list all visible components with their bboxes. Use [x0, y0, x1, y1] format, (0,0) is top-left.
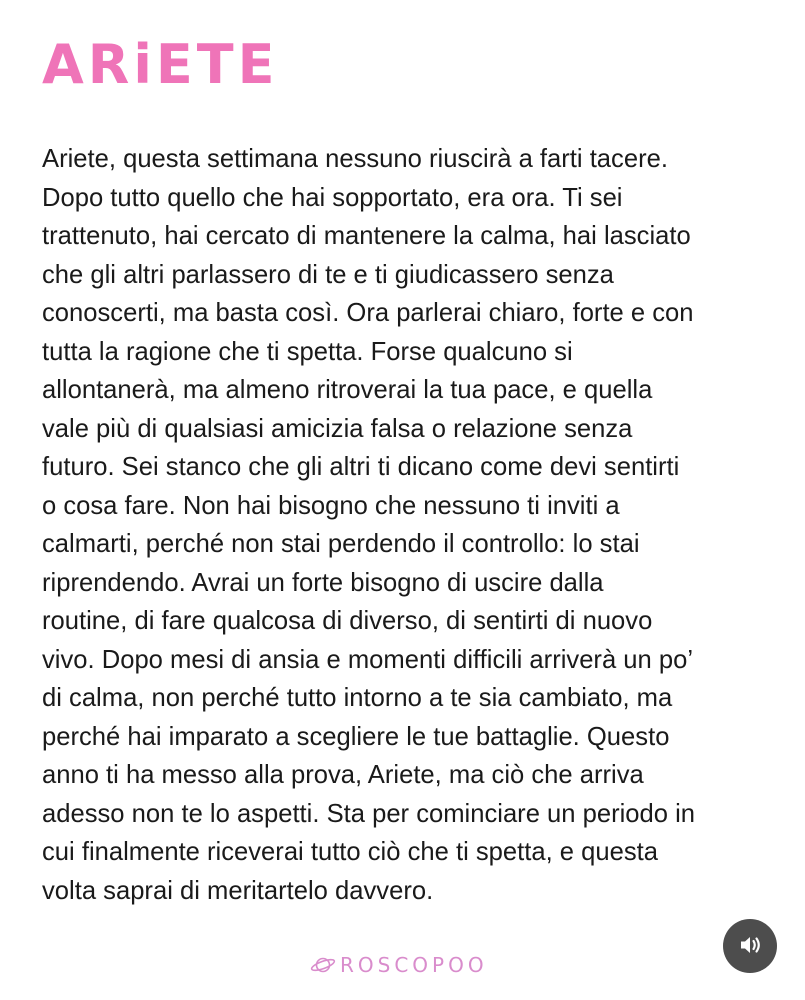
text-line: routine, di fare qualcosa di diverso, di sentirti di nuovo	[42, 607, 653, 635]
text-line: perché hai imparato a scegliere le tue battaglie. Questo	[42, 722, 670, 751]
page-title: ARiETE	[42, 33, 279, 96]
text-line: riprendendo. Avrai un forte bisogno di uscire dalla	[42, 568, 604, 597]
text-line: adesso non te lo aspetti. Sta per cominciare un periodo in	[42, 799, 696, 828]
text-line: o cosa fare. Non hai bisogno che nessuno ti inviti a	[42, 491, 620, 520]
text-line: cui finalmente riceverai tutto ciò che ti spetta, e questa	[42, 838, 658, 866]
text-line: tutta la ragione che ti spetta. Forse qualcuno si	[42, 337, 573, 366]
text-line: Ariete, questa settimana nessuno riuscirà a farti tacere.	[42, 145, 668, 173]
brand-name: ROSCOPOO	[340, 953, 488, 977]
audio-toggle-button[interactable]	[723, 919, 777, 973]
text-line: vale più di qualsiasi amicizia falsa o relazione senza	[42, 414, 633, 443]
text-line: anno ti ha messo alla prova, Ariete, ma ciò che arriva	[42, 761, 644, 789]
planet-icon	[310, 954, 336, 976]
brand-logo	[310, 953, 488, 977]
speaker-icon	[736, 931, 764, 962]
text-line: vivo. Dopo mesi di ansia e momenti difficili arriverà un po’	[42, 645, 694, 674]
text-line: allontanerà, ma almeno ritroverai la tua pace, e quella	[42, 376, 653, 404]
text-line: futuro. Sei stanco che gli altri ti dicano come devi sentirti	[42, 453, 680, 481]
text-line: Dopo tutto quello che hai sopportato, era ora. Ti sei	[42, 183, 623, 212]
text-line: di calma, non perché tutto intorno a te sia cambiato, ma	[42, 684, 673, 712]
text-line: calmarti, perché non stai perdendo il controllo: lo stai	[42, 530, 640, 558]
text-line: che gli altri parlassero di te e ti giudicassero senza	[42, 260, 614, 289]
horoscope-text	[42, 140, 772, 910]
text-line: trattenuto, hai cercato di mantenere la calma, hai lasciato	[42, 222, 691, 250]
text-line: volta saprai di meritartelo davvero.	[42, 876, 434, 905]
text-line: conoscerti, ma basta così. Ora parlerai chiaro, forte e con	[42, 299, 694, 327]
